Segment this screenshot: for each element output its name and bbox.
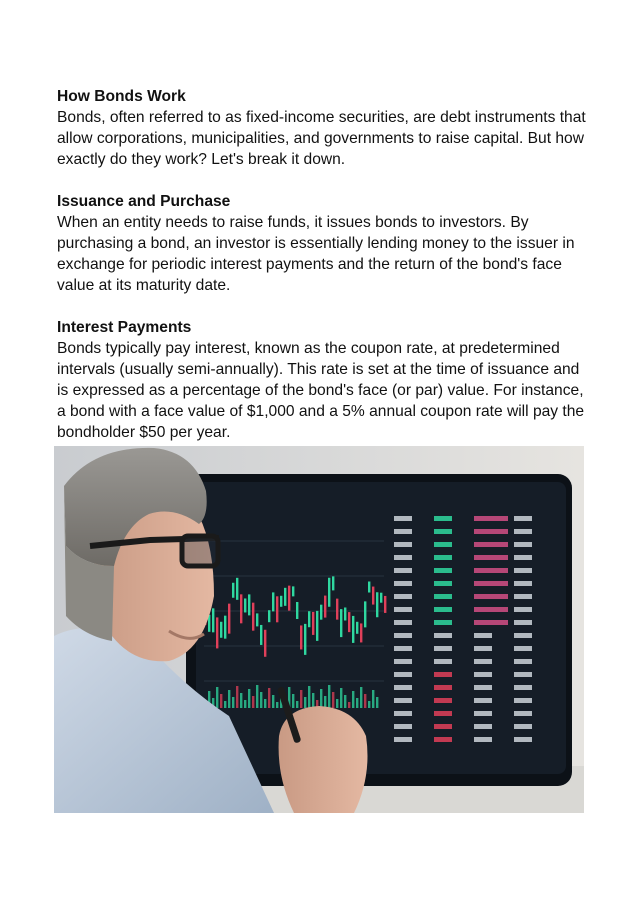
candle <box>372 587 374 605</box>
section-heading: Interest Payments <box>57 319 192 336</box>
candle <box>380 593 382 603</box>
candle <box>340 609 342 637</box>
volume-bar <box>300 690 302 708</box>
ticker-cell <box>474 737 492 742</box>
volume-bar <box>244 700 246 708</box>
volume-bar <box>272 695 274 708</box>
ticker-cell <box>394 516 412 521</box>
ticker-cell <box>514 685 532 690</box>
ticker-cell <box>474 620 508 625</box>
candle <box>252 603 254 631</box>
candle <box>304 624 306 655</box>
candle <box>272 592 274 611</box>
ticker-cell <box>394 659 412 664</box>
candle <box>376 592 378 617</box>
volume-bar <box>304 697 306 708</box>
section-interest-payments <box>57 317 587 443</box>
ticker-cell <box>514 633 532 638</box>
ticker-cell <box>434 672 452 677</box>
candle <box>220 622 222 638</box>
volume-bar <box>320 689 322 708</box>
candle <box>356 622 358 634</box>
ticker-cell <box>434 724 452 729</box>
volume-bar <box>308 686 310 708</box>
ticker-cell <box>434 698 452 703</box>
candle <box>336 599 338 620</box>
volume-bar <box>240 693 242 708</box>
ticker-cell <box>434 594 452 599</box>
ticker-cell <box>474 698 492 703</box>
ticker-cell <box>394 555 412 560</box>
candle <box>364 601 366 627</box>
candle <box>368 582 370 593</box>
ticker-cell <box>394 646 412 651</box>
candle <box>216 617 218 648</box>
ticker-cell <box>474 516 508 521</box>
volume-bar <box>372 690 374 708</box>
volume-bar <box>356 698 358 708</box>
ticker-cell <box>394 685 412 690</box>
ticker-cell <box>514 542 532 547</box>
ticker-cell <box>514 711 532 716</box>
ticker-cell <box>474 646 492 651</box>
volume-bar <box>260 692 262 708</box>
ticker-cell <box>394 568 412 573</box>
ticker-cell <box>514 529 532 534</box>
candle <box>224 616 226 639</box>
ticker-cell <box>434 581 452 586</box>
candle <box>348 612 350 632</box>
ticker-cell <box>434 620 452 625</box>
ticker-cell <box>474 594 508 599</box>
candle <box>300 625 302 649</box>
volume-bar <box>352 691 354 708</box>
section-issuance-and-purchase <box>57 191 587 296</box>
section-paragraph: Bonds, often referred to as fixed-income securities, are debt instruments that allow corporations, municipalities, and governments to raise capital. But how exactly do they work? Let's break it down. <box>57 109 586 168</box>
ticker-cell <box>514 672 532 677</box>
ticker-cell <box>434 555 452 560</box>
ticker-cell <box>514 659 532 664</box>
ticker-cell <box>474 542 508 547</box>
monitor <box>186 474 572 786</box>
candle <box>264 630 266 657</box>
ticker-cell <box>394 620 412 625</box>
ticker-cell <box>514 724 532 729</box>
ticker-cell <box>394 594 412 599</box>
candle <box>284 588 286 606</box>
volume-bar <box>228 690 230 708</box>
candle <box>240 594 242 623</box>
ticker-cell <box>434 607 452 612</box>
volume-bar <box>340 688 342 708</box>
candle <box>352 616 354 643</box>
volume-bar <box>276 702 278 708</box>
section-how-bonds-work <box>57 86 587 170</box>
ticker-cell <box>394 542 412 547</box>
ticker-cell <box>474 724 492 729</box>
trader-at-monitor-photo <box>54 446 584 813</box>
candle <box>312 612 314 635</box>
candle <box>248 594 250 615</box>
ticker-cell <box>514 594 532 599</box>
candle <box>256 613 258 626</box>
ticker-cell <box>434 568 452 573</box>
ticker-cell <box>474 555 508 560</box>
candle <box>260 625 262 645</box>
ticker-cell <box>434 685 452 690</box>
candle <box>228 604 230 634</box>
ticker-cell <box>394 711 412 716</box>
candle <box>316 611 318 641</box>
ticker-cell <box>434 542 452 547</box>
candle <box>324 596 326 618</box>
volume-bar <box>324 696 326 708</box>
candle <box>328 578 330 607</box>
candle <box>384 596 386 613</box>
candle <box>344 607 346 620</box>
volume-bar <box>292 694 294 708</box>
ticker-cell <box>474 711 492 716</box>
ticker-cell <box>474 659 492 664</box>
volume-bar <box>256 685 258 708</box>
candle <box>212 608 214 632</box>
candle <box>332 576 334 590</box>
ticker-cell <box>514 737 532 742</box>
ticker-cell <box>434 659 452 664</box>
ticker-cell <box>514 555 532 560</box>
glasses-lens <box>182 536 218 566</box>
candle <box>360 623 362 642</box>
ticker-cell <box>394 672 412 677</box>
ticker-cell <box>514 607 532 612</box>
volume-bar <box>336 699 338 708</box>
candle <box>244 598 246 612</box>
volume-bar <box>360 687 362 708</box>
candle <box>320 605 322 620</box>
ticker-cell <box>514 620 532 625</box>
ticker-cell <box>474 607 508 612</box>
ticker-cell <box>514 581 532 586</box>
ticker-cell <box>474 672 492 677</box>
candle <box>292 586 294 596</box>
ticker-cell <box>434 711 452 716</box>
ticker-cell <box>394 581 412 586</box>
volume-bar <box>216 687 218 708</box>
candle <box>268 610 270 622</box>
candle <box>308 611 310 627</box>
volume-bar <box>268 688 270 708</box>
volume-bar <box>344 695 346 708</box>
candle <box>232 583 234 598</box>
ticker-cell <box>474 581 508 586</box>
volume-bar <box>264 699 266 708</box>
ticker-cell <box>434 737 452 742</box>
section-heading: Issuance and Purchase <box>57 193 231 210</box>
volume-bar <box>376 697 378 708</box>
candle <box>296 602 298 619</box>
article-body <box>57 86 587 464</box>
ticker-cell <box>434 529 452 534</box>
section-paragraph: Bonds typically pay interest, known as the coupon rate, at predetermined intervals (usually semi-annually). This rate is set at the time of issuance and is expressed as a percentage of the bond's face (or par) value. For instance, a bond with a face value of $1,000 and a 5% annual coupon rate will pay the bondholder $50 per year. <box>57 340 585 441</box>
ticker-cell <box>514 646 532 651</box>
volume-bar <box>220 694 222 708</box>
ticker-cell <box>434 633 452 638</box>
ticker-cell <box>434 646 452 651</box>
candle <box>288 586 290 611</box>
ticker-cell <box>394 724 412 729</box>
ticker-cell <box>394 737 412 742</box>
volume-bar <box>332 692 334 708</box>
volume-bar <box>328 685 330 708</box>
volume-bar <box>224 701 226 708</box>
candle <box>236 578 238 600</box>
volume-bar <box>236 686 238 708</box>
section-heading: How Bonds Work <box>57 88 186 105</box>
ticker-cell <box>474 568 508 573</box>
ticker-cell <box>394 633 412 638</box>
volume-bar <box>348 702 350 708</box>
section-paragraph: When an entity needs to raise funds, it issues bonds to investors. By purchasing a bond, an investor is essentially lending money to the issuer in exchange for periodic interest payments and the return of the bond's face value at its maturity date. <box>57 214 575 294</box>
volume-bar <box>296 701 298 708</box>
trader-illustration <box>54 446 584 813</box>
candle <box>276 596 278 622</box>
ticker-cell <box>394 529 412 534</box>
volume-bar <box>368 701 370 708</box>
ticker-cell <box>514 698 532 703</box>
ticker-cell <box>514 568 532 573</box>
ticker-cell <box>394 607 412 612</box>
ticker-cell <box>474 529 508 534</box>
ticker-cell <box>434 516 452 521</box>
ticker-cell <box>474 633 492 638</box>
volume-bar <box>248 689 250 708</box>
ticker-cell <box>514 516 532 521</box>
volume-bar <box>364 694 366 708</box>
ticker-cell <box>474 685 492 690</box>
volume-bar <box>232 697 234 708</box>
volume-bar <box>312 693 314 708</box>
ticker-cell <box>394 698 412 703</box>
volume-bar <box>252 696 254 708</box>
candle <box>280 596 282 607</box>
